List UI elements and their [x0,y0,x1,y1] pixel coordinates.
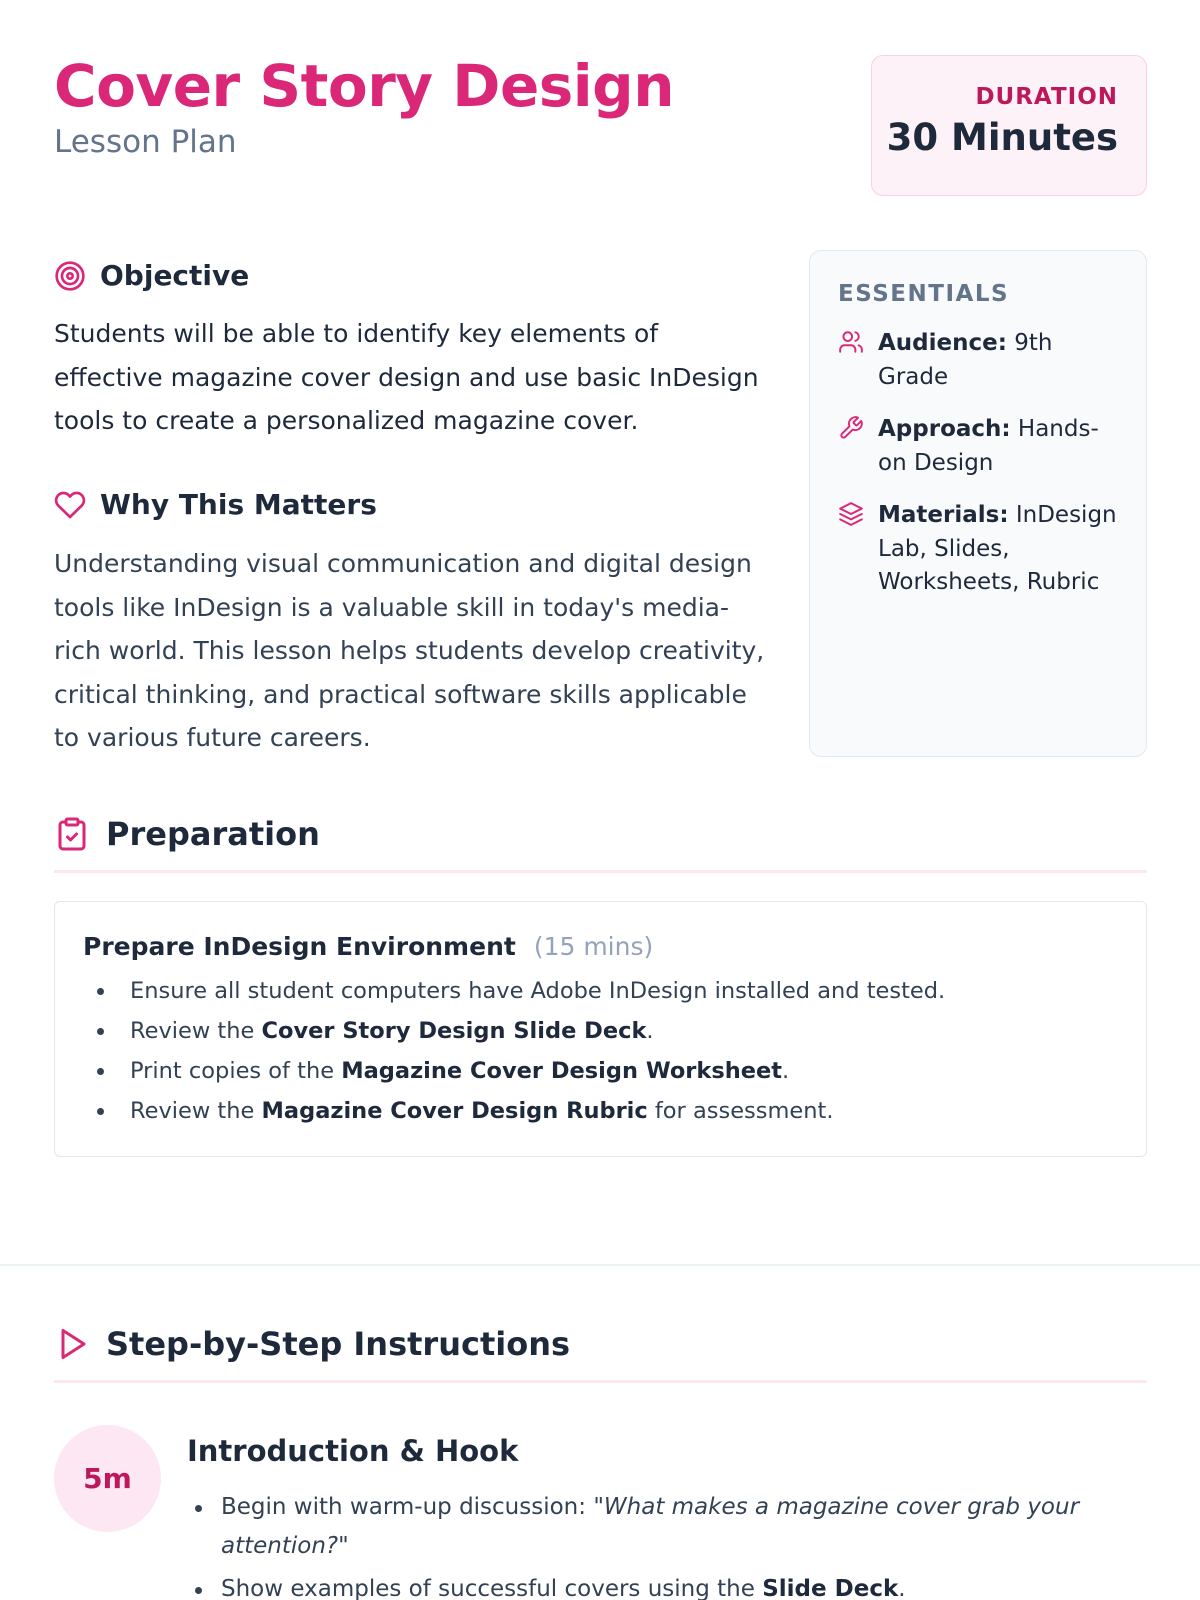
list-item: Ensure all student computers have Adobe InDesign installed and tested. [83,971,1118,1011]
objective-heading-text: Objective [100,259,250,292]
clipboard-check-icon [54,816,90,852]
why-heading [54,488,377,521]
step-list [187,1488,1087,1600]
preparation-list [83,971,1118,1131]
preparation-card-title-row [83,932,1118,961]
essentials-materials-label: Materials: [878,502,1009,528]
list-item: Begin with warm-up discussion: "What makes a magazine cover grab your attention?" [187,1488,1087,1566]
essentials-item-approach [838,413,1120,480]
play-icon [54,1326,90,1362]
duration-box [871,55,1147,196]
preparation-heading-text: Preparation [106,815,320,853]
essentials-panel [809,250,1147,757]
essentials-item-audience [838,327,1120,394]
heart-icon [54,489,86,521]
page-subtitle: Lesson Plan [54,124,237,160]
essentials-item-materials [838,499,1120,600]
essentials-approach-label: Approach: [878,416,1011,442]
preparation-card-time: (15 mins) [533,932,654,961]
duration-label: DURATION [975,84,1118,110]
preparation-card-title: Prepare InDesign Environment [83,932,516,961]
essentials-materials-value: InDesign Lab, Slides, Worksheets, Rubric [878,502,1117,595]
why-text: Understanding visual communication and digital design tools like InDesign is a valuable skill in today's media-rich world. This lesson helps students develop creativity, critical thinking, and practical software skills applicable to various future careers. [54,549,765,752]
users-icon [838,329,864,355]
preparation-heading [54,815,320,853]
preparation-card [54,901,1147,1157]
page-title: Cover Story Design [54,52,674,120]
duration-value: 30 Minutes [886,116,1118,159]
instructions-rule [54,1380,1147,1383]
objective-text: Students will be able to identify key elements of effective magazine cover design and use basic InDesign tools to create a personalized magazine cover. [54,319,759,435]
essentials-approach-value: Hands-on Design [878,416,1099,476]
step-title: Introduction & Hook [187,1434,519,1468]
preparation-rule [54,870,1147,873]
target-icon [54,260,86,292]
essentials-audience-label: Audience: [878,330,1007,356]
list-item: Review the Cover Story Design Slide Deck. [83,1011,1118,1051]
why-heading-text: Why This Matters [100,488,377,521]
objective-heading [54,259,249,292]
section-divider [0,1264,1200,1266]
step-time-badge: 5m [54,1425,161,1532]
list-item: Show examples of successful covers using the Slide Deck. [187,1570,1087,1600]
essentials-title: ESSENTIALS [838,281,1010,307]
list-item: Print copies of the Magazine Cover Design Worksheet. [83,1051,1118,1091]
wrench-icon [838,415,864,441]
instructions-heading [54,1325,570,1363]
list-item: Review the Magazine Cover Design Rubric for assessment. [83,1091,1118,1131]
layers-icon [838,501,864,527]
instructions-heading-text: Step-by-Step Instructions [106,1325,571,1363]
essentials-audience-value: 9th Grade [878,330,1053,390]
